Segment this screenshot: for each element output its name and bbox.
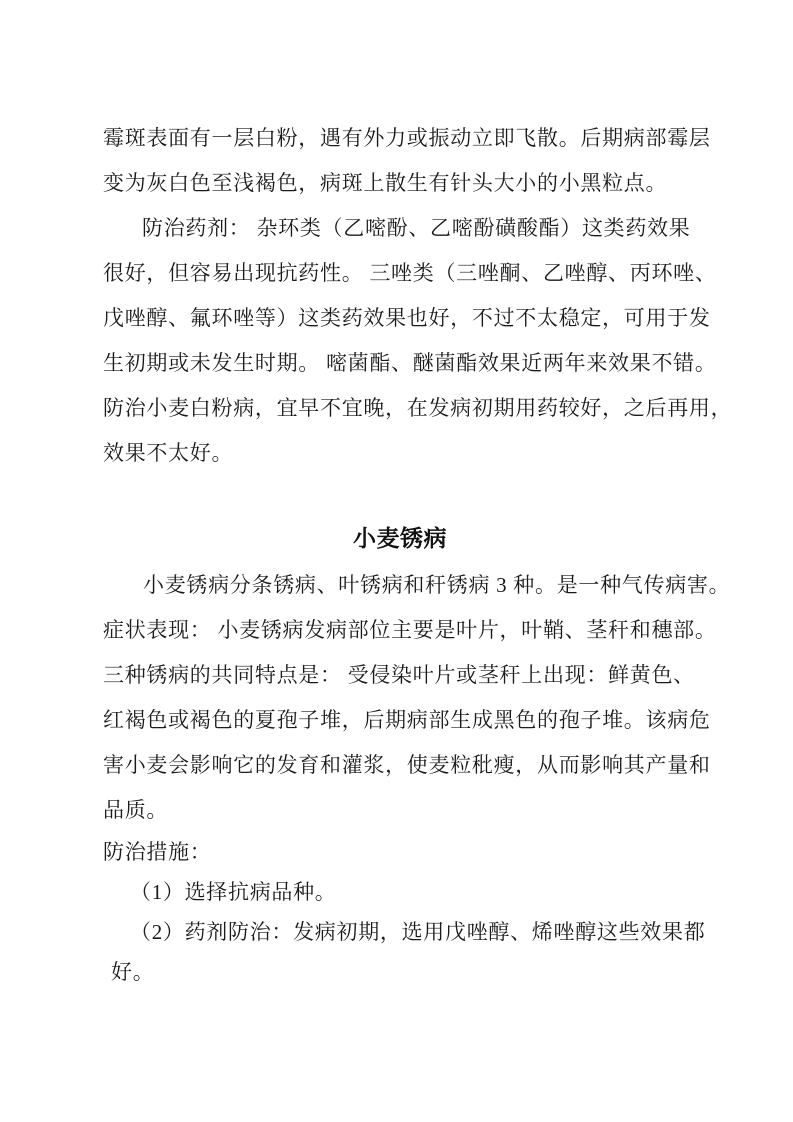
text-line: 戊唑醇、氟环唑等）这类药效果也好，不过不太稳定，可用于发 [103, 306, 711, 330]
text-line: 害小麦会影响它的发育和灌浆，使麦粒秕瘦，从而影响其产量和 [103, 753, 711, 777]
text-line: 防治小麦白粉病，宜早不宜晚，在发病初期用药较好，之后再用， [103, 396, 733, 420]
text-line: 防治药剂： 杂环类（乙嘧酚、乙嘧酚磺酸酯）这类药效果 [142, 216, 691, 240]
text-line: 小麦锈病分条锈病、叶锈病和秆锈病 3 种。是一种气传病害。 [143, 573, 731, 597]
paragraph-powdery-mildew [103, 116, 733, 476]
text-line: 很好，但容易出现抗药性。 三唑类（三唑酮、乙唑醇、丙环唑、 [103, 261, 717, 285]
section-heading: 小麦锈病 [353, 525, 447, 551]
text-line: 红褐色或褐色的夏孢子堆，后期病部生成黑色的孢子堆。该病危 [103, 708, 711, 732]
paragraph-control-measures [103, 832, 728, 992]
text-line: 生初期或未发生时期。 嘧菌酯、醚菌酯效果近两年来效果不错。 [103, 351, 717, 375]
text-line: 症状表现： 小麦锈病发病部位主要是叶片，叶鞘、茎秆和穗部。 [103, 618, 717, 642]
text-line: 霉斑表面有一层白粉，遇有外力或振动立即飞散。后期病部霉层 [103, 126, 711, 150]
text-line: 品质。 [103, 798, 169, 822]
measure-item: （2）药剂防治：发病初期，选用戊唑醇、烯唑醇这些效果都 [130, 920, 706, 944]
text-line: 变为灰白色至浅褐色，病斑上散生有针头大小的小黑粒点。 [103, 171, 668, 195]
measures-label: 防治措施： [103, 840, 212, 864]
paragraph-wheat-rust [103, 563, 731, 833]
text-line: 好。 [111, 960, 155, 984]
measure-item: （1）选择抗病品种。 [130, 880, 337, 904]
text-line: 效果不太好。 [103, 441, 234, 465]
text-line: 三种锈病的共同特点是： 受侵染叶片或茎秆上出现：鲜黄色、 [103, 663, 695, 687]
